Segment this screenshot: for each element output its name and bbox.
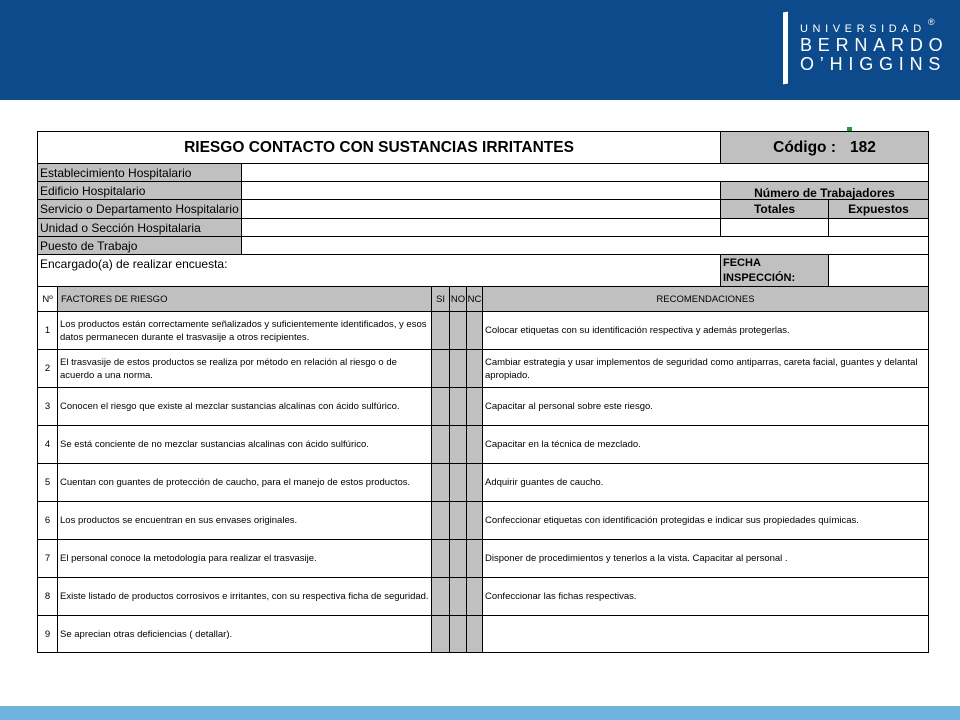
label-establecimiento: Establecimiento Hospitalario bbox=[37, 163, 242, 182]
recommendation: Capacitar en la técnica de mezclado. bbox=[482, 425, 929, 464]
checkbox-nc[interactable] bbox=[466, 311, 483, 350]
workers-expuestos-input[interactable] bbox=[828, 218, 929, 237]
fecha-label bbox=[720, 254, 829, 287]
code-value: 182 bbox=[849, 138, 876, 156]
th-no: NO bbox=[449, 286, 467, 312]
fecha-label-1: FECHA bbox=[723, 257, 761, 269]
checkbox-nc[interactable] bbox=[466, 463, 483, 502]
recommendation: Cambiar estrategia y usar implementos de seguridad como antiparras, careta facial, guantes y delantal apropiado. bbox=[482, 349, 929, 388]
checkbox-no[interactable] bbox=[449, 501, 467, 540]
fecha-label-2: INSPECCIÓN: bbox=[723, 272, 796, 284]
row-number: 1 bbox=[37, 311, 58, 350]
risk-factor: El personal conoce la metodología para realizar el trasvasije. bbox=[57, 539, 432, 578]
workers-totales-label: Totales bbox=[720, 199, 829, 219]
input-servicio[interactable] bbox=[241, 199, 721, 219]
checkbox-nc[interactable] bbox=[466, 577, 483, 616]
row-number: 7 bbox=[37, 539, 58, 578]
input-puesto[interactable] bbox=[241, 236, 929, 255]
input-edificio[interactable] bbox=[241, 181, 721, 200]
checkbox-si[interactable] bbox=[431, 387, 450, 426]
label-servicio: Servicio o Departamento Hospitalario bbox=[37, 199, 242, 219]
input-establecimiento[interactable] bbox=[241, 163, 929, 182]
row-number: 5 bbox=[37, 463, 58, 502]
risk-factor: Existe listado de productos corrosivos e irritantes, con su respectiva ficha de seguridad. bbox=[57, 577, 432, 616]
risk-factor: Los productos se encuentran en sus envases originales. bbox=[57, 501, 432, 540]
risk-factor: El trasvasije de estos productos se realiza por método en relación al riesgo o de acuerdo a una norma. bbox=[57, 349, 432, 388]
checkbox-no[interactable] bbox=[449, 311, 467, 350]
form-title: RIESGO CONTACTO CON SUSTANCIAS IRRITANTES bbox=[37, 131, 721, 164]
checkbox-si[interactable] bbox=[431, 311, 450, 350]
checkbox-nc[interactable] bbox=[466, 539, 483, 578]
code-label: Código : bbox=[773, 138, 836, 156]
th-factores: FACTORES DE RIESGO bbox=[57, 286, 432, 312]
checkbox-si[interactable] bbox=[431, 349, 450, 388]
risk-factor: Cuentan con guantes de protección de caucho, para el manejo de estos productos. bbox=[57, 463, 432, 502]
checkbox-no[interactable] bbox=[449, 387, 467, 426]
row-number: 8 bbox=[37, 577, 58, 616]
recommendation: Disponer de procedimientos y tenerlos a la vista. Capacitar al personal . bbox=[482, 539, 929, 578]
header-banner bbox=[0, 0, 960, 100]
risk-factor: Se está conciente de no mezclar sustancias alcalinas con ácido sulfúrico. bbox=[57, 425, 432, 464]
risk-factor: Los productos están correctamente señalizados y suficientemente identificados, y esos datos permanecen durante el trasvasije a otros recipientes. bbox=[57, 311, 432, 350]
row-number: 6 bbox=[37, 501, 58, 540]
checkbox-no[interactable] bbox=[449, 349, 467, 388]
recommendation: Colocar etiquetas con su identificación respectiva y además protegerlas. bbox=[482, 311, 929, 350]
checkbox-no[interactable] bbox=[449, 615, 467, 653]
checkbox-si[interactable] bbox=[431, 539, 450, 578]
logo-line-1: UNIVERSIDAD bbox=[800, 23, 926, 35]
checkbox-no[interactable] bbox=[449, 577, 467, 616]
checkbox-nc[interactable] bbox=[466, 387, 483, 426]
row-number: 2 bbox=[37, 349, 58, 388]
checkbox-nc[interactable] bbox=[466, 349, 483, 388]
row-number: 3 bbox=[37, 387, 58, 426]
th-nc: NC bbox=[466, 286, 483, 312]
workers-header: Número de Trabajadores bbox=[720, 181, 929, 200]
risk-factor: Se aprecian otras deficiencias ( detallar). bbox=[57, 615, 432, 653]
fecha-input[interactable] bbox=[828, 254, 929, 287]
checkbox-si[interactable] bbox=[431, 501, 450, 540]
recommendation bbox=[482, 615, 929, 653]
footer-stripe bbox=[0, 706, 960, 720]
row-number: 4 bbox=[37, 425, 58, 464]
recommendation: Confeccionar las fichas respectivas. bbox=[482, 577, 929, 616]
label-edificio: Edificio Hospitalario bbox=[37, 181, 242, 200]
logo-line-3: O’HIGGINS bbox=[800, 54, 947, 74]
label-encargado: Encargado(a) de realizar encuesta: bbox=[37, 254, 721, 287]
registered-mark: ® bbox=[928, 17, 935, 27]
checkbox-si[interactable] bbox=[431, 577, 450, 616]
checkbox-no[interactable] bbox=[449, 463, 467, 502]
row-number: 9 bbox=[37, 615, 58, 653]
checkbox-si[interactable] bbox=[431, 463, 450, 502]
recommendation: Capacitar al personal sobre este riesgo. bbox=[482, 387, 929, 426]
checkbox-si[interactable] bbox=[431, 615, 450, 653]
checkbox-si[interactable] bbox=[431, 425, 450, 464]
workers-totales-input[interactable] bbox=[720, 218, 829, 237]
logo-line-2: BERNARDO bbox=[800, 35, 949, 55]
checkbox-no[interactable] bbox=[449, 539, 467, 578]
code-box bbox=[720, 131, 929, 164]
workers-expuestos-label: Expuestos bbox=[828, 199, 929, 219]
university-logo bbox=[800, 22, 948, 74]
label-unidad: Unidad o Sección Hospitalaria bbox=[37, 218, 242, 237]
logo-mark bbox=[783, 12, 788, 85]
checkbox-nc[interactable] bbox=[466, 615, 483, 653]
recommendation: Adquirir guantes de caucho. bbox=[482, 463, 929, 502]
th-recomendaciones: RECOMENDACIONES bbox=[482, 286, 929, 312]
input-unidad[interactable] bbox=[241, 218, 721, 237]
checkbox-no[interactable] bbox=[449, 425, 467, 464]
checkbox-nc[interactable] bbox=[466, 501, 483, 540]
checkbox-nc[interactable] bbox=[466, 425, 483, 464]
recommendation: Confeccionar etiquetas con identificación protegidas e indicar sus propiedades químicas. bbox=[482, 501, 929, 540]
th-num: Nº bbox=[37, 286, 58, 312]
label-puesto: Puesto de Trabajo bbox=[37, 236, 242, 255]
risk-factor: Conocen el riesgo que existe al mezclar sustancias alcalinas con ácido sulfúrico. bbox=[57, 387, 432, 426]
th-si: SI bbox=[431, 286, 450, 312]
